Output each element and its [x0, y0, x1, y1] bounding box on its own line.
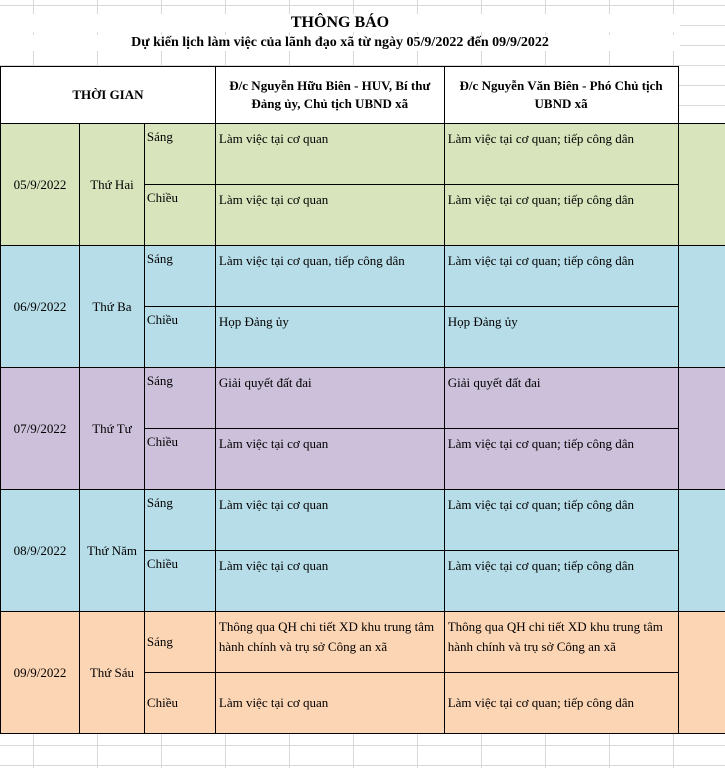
date-cell: 09/9/2022: [1, 612, 80, 734]
session-cell: Sáng: [144, 124, 215, 185]
header-time: THỜI GIAN: [1, 67, 216, 124]
notice-title: THÔNG BÁO: [0, 14, 680, 32]
row-edge: [678, 246, 725, 368]
session-cell: Chiều: [144, 673, 215, 734]
table-row: [1, 368, 725, 429]
table-row: [1, 490, 725, 551]
leader1-task: Giải quyết đất đai: [215, 368, 444, 429]
leader2-task: Làm việc tại cơ quan; tiếp công dân: [444, 124, 678, 185]
leader2-task: Làm việc tại cơ quan; tiếp công dân: [444, 490, 678, 551]
date-cell: 05/9/2022: [1, 124, 80, 246]
leader1-task: Làm việc tại cơ quan, tiếp công dân: [215, 246, 444, 307]
row-edge: [678, 490, 725, 612]
table-row: [1, 612, 725, 673]
session-cell: Chiều: [144, 307, 215, 368]
leader2-task: Giải quyết đất đai: [444, 368, 678, 429]
leader1-task: Làm việc tại cơ quan: [215, 673, 444, 734]
table-row: [1, 246, 725, 307]
leader2-task: Làm việc tại cơ quan; tiếp công dân: [444, 429, 678, 490]
leader2-task: Làm việc tại cơ quan; tiếp công dân: [444, 551, 678, 612]
leader2-task: Làm việc tại cơ quan; tiếp công dân: [444, 185, 678, 246]
header-edge: [678, 67, 725, 124]
notice-subtitle: Dự kiến lịch làm việc của lãnh đạo xã từ ngày 05/9/2022 đến 09/9/2022: [0, 35, 680, 51]
table-row: [1, 124, 725, 185]
leader2-task: Thông qua QH chi tiết XD khu trung tâm hành chính và trụ sở Công an xã: [444, 612, 678, 673]
leader2-task: Làm việc tại cơ quan; tiếp công dân: [444, 246, 678, 307]
leader1-task: Làm việc tại cơ quan: [215, 124, 444, 185]
leader1-task: Thông qua QH chi tiết XD khu trung tâm hành chính và trụ sở Công an xã: [215, 612, 444, 673]
header-leader2: Đ/c Nguyễn Văn Biên - Phó Chủ tịch UBND xã: [444, 67, 678, 124]
leader1-task: Làm việc tại cơ quan: [215, 429, 444, 490]
leader2-task: Làm việc tại cơ quan; tiếp công dân: [444, 673, 678, 734]
header-row: [1, 67, 725, 124]
weekday-cell: Thứ Năm: [79, 490, 144, 612]
leader1-task: Làm việc tại cơ quan: [215, 185, 444, 246]
session-cell: Chiều: [144, 551, 215, 612]
header-leader1: Đ/c Nguyễn Hữu Biên - HUV, Bí thư Đảng ủy, Chủ tịch UBND xã: [215, 67, 444, 124]
weekday-cell: Thứ Tư: [79, 368, 144, 490]
weekday-cell: Thứ Ba: [79, 246, 144, 368]
leader2-task: Họp Đảng ủy: [444, 307, 678, 368]
leader1-task: Họp Đảng ủy: [215, 307, 444, 368]
session-cell: Sáng: [144, 246, 215, 307]
session-cell: Sáng: [144, 368, 215, 429]
session-cell: Chiều: [144, 185, 215, 246]
date-cell: 08/9/2022: [1, 490, 80, 612]
schedule-table: [0, 66, 725, 734]
date-cell: 07/9/2022: [1, 368, 80, 490]
row-edge: [678, 612, 725, 734]
row-edge: [678, 368, 725, 490]
date-cell: 06/9/2022: [1, 246, 80, 368]
session-cell: Sáng: [144, 612, 215, 673]
weekday-cell: Thứ Hai: [79, 124, 144, 246]
weekday-cell: Thứ Sáu: [79, 612, 144, 734]
leader1-task: Làm việc tại cơ quan: [215, 490, 444, 551]
row-edge: [678, 124, 725, 246]
leader1-task: Làm việc tại cơ quan: [215, 551, 444, 612]
session-cell: Chiều: [144, 429, 215, 490]
session-cell: Sáng: [144, 490, 215, 551]
